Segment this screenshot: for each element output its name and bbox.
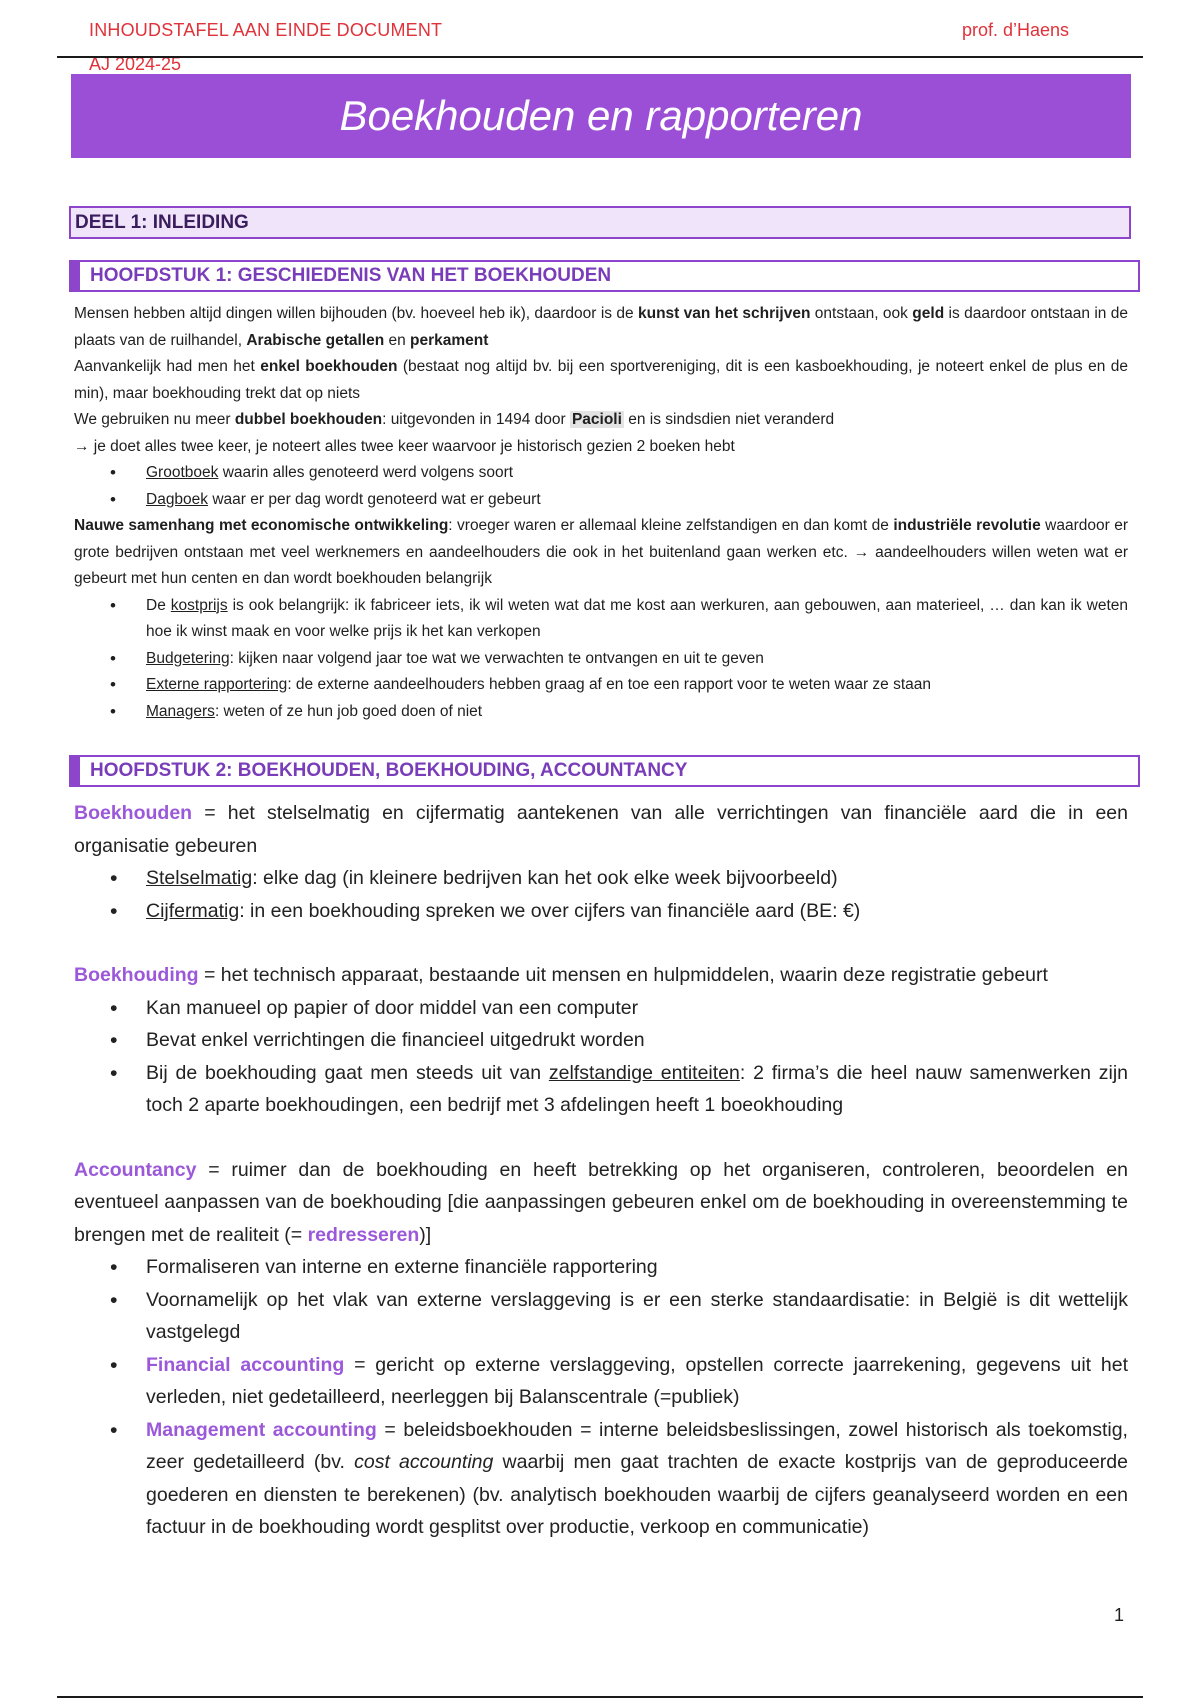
list-item: • Formaliseren van interne en externe financiële rapportering [74, 1251, 1128, 1284]
chapter-2-heading: HOOFDSTUK 2: BOEKHOUDEN, BOEKHOUDING, ACCOUNTANCY [69, 755, 1140, 787]
chapter-1-heading: HOOFDSTUK 1: GESCHIEDENIS VAN HET BOEKHOUDEN [69, 260, 1140, 292]
list-item: • Financial accounting = gericht op externe verslaggeving, opstellen correcte jaarrekening, gegevens uit het verleden, niet gedetailleerd, neerleggen bij Balanscentrale (=publiek) [74, 1349, 1128, 1414]
list-item: • Managers: weten of ze hun job goed doen of niet [74, 699, 1128, 726]
paragraph: Nauwe samenhang met economische ontwikkeling: vroeger waren er allemaal kleine zelfstandigen en dan komt de industriële revolutie waardoor er grote bedrijven ontstaan met veel werknemers en aandeelhouders die ook in het buitenland gaan werken etc. → aandeelhouders willen weten wat er gebeurt met hun centen en dan wordt boekhouden belangrijk [74, 517, 1128, 587]
document-title: Boekhouden en rapporteren [71, 74, 1131, 158]
header-professor: prof. d’Haens [962, 20, 1070, 40]
chapter-1-body [74, 301, 1128, 725]
definition-accountancy: Accountancy = ruimer dan de boekhouding en heeft betrekking op het organiseren, controleren, beoordelen en eventueel aanpassen van de boekhouding [die aanpassingen gebeuren enkel om de boekhouding in overeenstemming te brengen met de realiteit (= redresseren)] [74, 1158, 1128, 1246]
spacer [74, 927, 1128, 959]
bullet-list [74, 862, 1128, 927]
header-academic-year: AJ 2024-25 [89, 54, 182, 74]
list-item: • Bij de boekhouding gaat men steeds uit van zelfstandige entiteiten: 2 firma’s die heel nauw samenwerken zijn toch 2 aparte boekhoudingen, een bedrijf met 3 afdelingen heeft 1 boeokhouding [74, 1057, 1128, 1122]
bullet-list [74, 1251, 1128, 1544]
list-item: • De kostprijs is ook belangrijk: ik fabriceer iets, ik wil weten wat dat me kost aan werkuren, aan gebouwen, aan materieel, … dan kan ik weten hoe ik winst maak en voor welke prijs ik het kan verkopen [74, 593, 1128, 646]
definition-boekhouding: Boekhouding = het technisch apparaat, bestaande uit mensen en hulpmiddelen, waarin deze registratie gebeurt [74, 964, 1048, 986]
spacer [74, 1122, 1128, 1154]
paragraph: Mensen hebben altijd dingen willen bijhouden (bv. hoeveel heb ik), daardoor is de kunst van het schrijven ontstaan, ook geld is daardoor ontstaan in de plaats van de ruilhandel, Arabische getallen en perkament [74, 305, 1128, 349]
list-item: • Dagboek waar er per dag wordt genoteerd wat er gebeurt [74, 487, 1128, 514]
bullet-list [74, 593, 1128, 726]
list-item: • Voornamelijk op het vlak van externe verslaggeving is er een sterke standaardisatie: in België is dit wettelijk vastgelegd [74, 1284, 1128, 1349]
list-item: • Budgetering: kijken naar volgend jaar toe wat we verwachten te ontvangen en uit te geven [74, 646, 1128, 673]
bullet-list [74, 460, 1128, 513]
definition-boekhouden: Boekhouden = het stelselmatig en cijfermatig aantekenen van alle verrichtingen van financiële aard die in een organisatie gebeuren [74, 802, 1128, 857]
part-heading: DEEL 1: INLEIDING [69, 206, 1131, 239]
list-item: • Cijfermatig: in een boekhouding spreken we over cijfers van financiële aard (BE: €) [74, 895, 1128, 928]
list-item: • Bevat enkel verrichtingen die financieel uitgedrukt worden [74, 1024, 1128, 1057]
list-item: • Grootboek waarin alles genoteerd werd volgens soort [74, 460, 1128, 487]
list-item: • Stelselmatig: elke dag (in kleinere bedrijven kan het ook elke week bijvoorbeeld) [74, 862, 1128, 895]
list-item: • Externe rapportering: de externe aandeelhouders hebben graag af en toe een rapport voor te weten waar ze staan [74, 672, 1128, 699]
list-item: • Management accounting = beleidsboekhouden = interne beleidsbeslissingen, zowel historisch als toekomstig, zeer gedetailleerd (bv. cost accounting waarbij men gaat trachten de exacte kostprijs van de geproduceerde goederen en diensten te berekenen) (bv. analytisch boekhouden waarbij de cijfers geanalyseerd worden en een factuur in de boekhouding wordt gesplitst over productie, verkoop en communicatie) [74, 1414, 1128, 1544]
highlighted-name: Pacioli [571, 411, 622, 428]
header-toc-note: INHOUDSTAFEL AAN EINDE DOCUMENT [89, 20, 443, 40]
paragraph: → je doet alles twee keer, je noteert alles twee keer waarvoor je historisch gezien 2 boeken hebt [74, 437, 735, 455]
page-number: 1 [1114, 1605, 1125, 1625]
paragraph: We gebruiken nu meer dubbel boekhouden: uitgevonden in 1494 door Pacioli en is sindsdien niet veranderd [74, 411, 835, 428]
paragraph: Aanvankelijk had men het enkel boekhouden (bestaat nog altijd bv. bij een sportvereniging, dit is een kasboekhouding, je noteert enkel de plus en de min), maar boekhouding trekt dat op niets [74, 358, 1128, 402]
bullet-list [74, 992, 1128, 1122]
header-divider [57, 56, 1143, 58]
footer-divider [57, 1696, 1143, 1698]
chapter-2-body [74, 797, 1128, 1544]
list-item: • Kan manueel op papier of door middel van een computer [74, 992, 1128, 1025]
